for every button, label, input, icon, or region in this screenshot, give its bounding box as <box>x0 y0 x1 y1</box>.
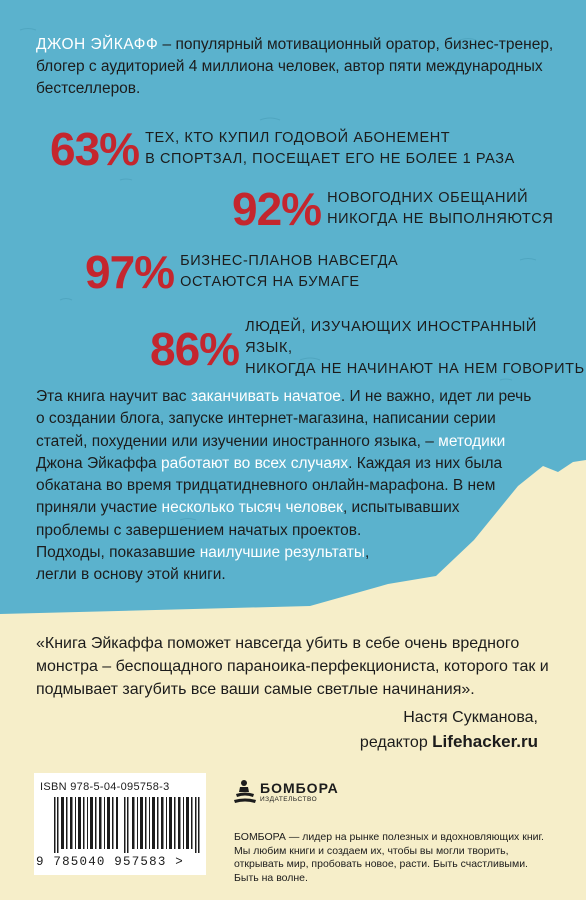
stat-line: НИКОГДА НЕ НАЧИНАЮТ НА НЕМ ГОВОРИТЬ <box>245 361 585 377</box>
publisher-subtitle: ИЗДАТЕЛЬСТВО <box>260 796 318 803</box>
barcode-digits: 9 785040 957583 > <box>36 855 184 869</box>
description-text: Джона Эйкаффа <box>36 454 161 472</box>
isbn-label: ISBN 978-5-04-095758-3 <box>40 781 170 793</box>
description-text: . И не важно, идет ли речь о создании блога, запуске интернет-магазина, написании серии статей, похудении или изучении иностранного языка, – <box>36 388 532 450</box>
stat-item <box>150 317 586 380</box>
stat-line: НОВОГОДНИХ ОБЕЩАНИЙ <box>327 190 529 206</box>
stat-description <box>145 128 515 170</box>
publisher-emblem-icon <box>234 778 256 808</box>
stat-item <box>85 246 399 298</box>
publisher-logo <box>234 778 339 813</box>
stat-line: НИКОГДА НЕ ВЫПОЛНЯЮТСЯ <box>327 211 554 227</box>
quote-attribution <box>360 706 538 755</box>
publisher-name: БОМБОРА <box>260 780 339 796</box>
author-description: – популярный мотивационный оратор, бизнес-тренер, блогер с аудиторией 4 миллиона человек, автор пяти международных бестселлеров. <box>36 36 554 97</box>
stat-description <box>245 317 586 380</box>
stat-line: ОСТАЮТСЯ НА БУМАГЕ <box>180 274 360 290</box>
description-text: Подходы, показавшие <box>36 544 200 562</box>
author-intro <box>36 34 556 100</box>
description-text: . Каждая из них была обкатана во время тридцатидневного онлайн-марафона. В нем приняли участие <box>36 454 503 517</box>
quote-role: редактор <box>359 734 433 751</box>
barcode-block <box>34 773 206 875</box>
description-highlight: работают во всех случаях <box>160 454 349 472</box>
description-highlight: несколько тысяч человек <box>161 499 343 517</box>
description-highlight: заканчивать начатое <box>190 388 341 405</box>
stat-percent: 97% <box>85 246 175 298</box>
stat-percent: 86% <box>150 322 240 375</box>
stat-percent: 92% <box>232 183 322 235</box>
description-highlight: методики <box>438 432 506 450</box>
stat-line: ЛЮДЕЙ, ИЗУЧАЮЩИХ ИНОСТРАННЫЙ ЯЗЫК, <box>245 319 537 356</box>
publisher-description: БОМБОРА — лидер на рынке полезных и вдохновляющих книг. Мы любим книги и создаем их, чтобы вы могли творить, открывать мир, пробовать новое, расти. Быть счастливыми. Быть на волне. <box>234 831 544 884</box>
stat-line: ТЕХ, КТО КУПИЛ ГОДОВОЙ АБОНЕМЕНТ <box>145 130 451 146</box>
stat-line: В СПОРТЗАЛ, ПОСЕЩАЕТ ЕГО НЕ БОЛЕЕ 1 РАЗА <box>145 151 515 167</box>
review-quote: «Книга Эйкаффа поможет навсегда убить в себе очень вредного монстра – беспощадного параноика-перфекциониста, которого так и подмывает загубить все ваши самые светлые начинания». <box>36 635 549 698</box>
stat-item <box>50 123 515 175</box>
description-text: , <box>365 544 370 562</box>
book-description <box>36 386 536 587</box>
stat-line: БИЗНЕС-ПЛАНОВ НАВСЕГДА <box>180 253 399 269</box>
description-text: легли в основу этой книги. <box>36 566 226 584</box>
barcode-image <box>54 797 202 853</box>
description-highlight: наилучшие результаты <box>199 544 366 562</box>
author-name: ДЖОН ЭЙКАФФ <box>36 36 159 53</box>
description-text: Эта книга научит вас <box>36 388 191 405</box>
stat-description <box>327 188 553 230</box>
stat-item <box>232 183 554 235</box>
quote-author: Настя Сукманова, <box>403 709 538 726</box>
quote-site: Lifehacker.ru <box>432 732 538 751</box>
description-text: , испытывавших проблемы с завершением начатых проектов. <box>36 499 460 539</box>
stat-description <box>180 251 398 293</box>
stat-percent: 63% <box>50 123 140 175</box>
